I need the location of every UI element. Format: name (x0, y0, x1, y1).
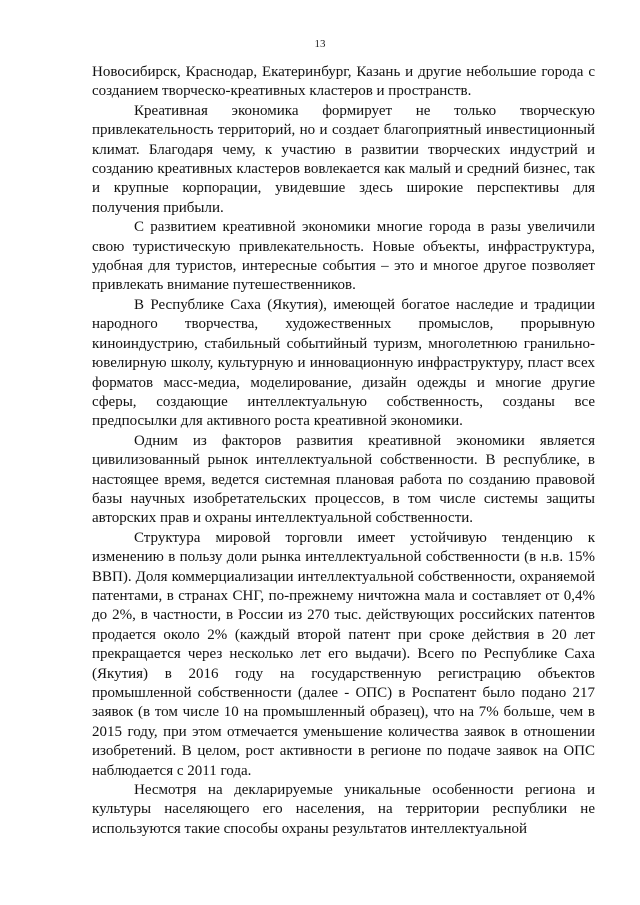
paragraph-ip-market: Одним из факторов развития креативной экономики является цивилизованный рынок интеллектуальной собственности. В республике, в настоящее время, ведется системная плановая работа по созданию правовой базы научных изобретательских процессов, в том числе системы защиты авторских прав и охраны интеллектуальной собственности. (92, 432, 595, 527)
paragraph-world-trade: Структура мировой торговли имеет устойчивую тенденцию к изменению в пользу доли рынка интеллектуальной собственности (в н.в. 15% ВВП). Доля коммерциализации интеллектуальной собственности, охраняемой патентами, в странах СНГ, по-прежнему ничтожна мала и составляет от 0,4% до 2%, в частности, в России из 270 тыс. действующих российских патентов продается около 2% (каждый второй патент при сроке действия в 20 лет прекращается через несколько лет его выдачи). Всего по Республике Саха (Якутия) в 2016 году на государственную регистрацию объектов промышленной собственности (далее - ОПС) в Роспатент было подано 217 заявок (в том числе 10 на промышленный образец), что на 7% больше, чем в 2015 году, при этом отмечается уменьшение количества заявок в отношении изобретений. В целом, рост активности в регионе по подаче заявок на ОПС наблюдается с 2011 года. (92, 529, 595, 779)
paragraph-yakutia: В Республике Саха (Якутия), имеющей богатое наследие и традиции народного творчества, художественных промыслов, прорывную киноиндустрию, стабильный событийный туризм, многолетнюю гранильно-ювелирную школу, культурную и инновационную инфраструктуру, пласт всех форматов масс-медиа, моделирование, дизайн одежды и многие другие сферы, создающие интеллектуальную собственность, созданы все предпосылки для активного роста креативной экономики. (92, 296, 595, 430)
paragraph-tourism: С развитием креативной экономики многие города в разы увеличили свою туристическую привлекательность. Новые объекты, инфраструктура, удобная для туристов, интересные события – это и многое другое позволяет привлекать внимание путешественников. (92, 219, 595, 294)
paragraph-protection-methods: Несмотря на декларируемые уникальные особенности региона и культуры населяющего его населения, на территории республики не используются такие способы охраны результатов интеллектуальной (92, 782, 595, 837)
document-body (92, 63, 595, 839)
page-number: 13 (314, 38, 326, 50)
paragraph-creative-economy: Креативная экономика формирует не только творческую привлекательность территорий, но и создает благоприятный инвестиционный климат. Благодаря чему, к участию в развитии творческих индустрий и созданию креативных кластеров вовлекается как малый и средний бизнес, так и крупные корпорации, увидевшие здесь широкие перспективы для получения прибыли. (92, 102, 595, 216)
paragraph-continuation: Новосибирск, Краснодар, Екатеринбург, Казань и другие небольшие города с созданием творческо-креативных кластеров и пространств. (92, 64, 595, 100)
